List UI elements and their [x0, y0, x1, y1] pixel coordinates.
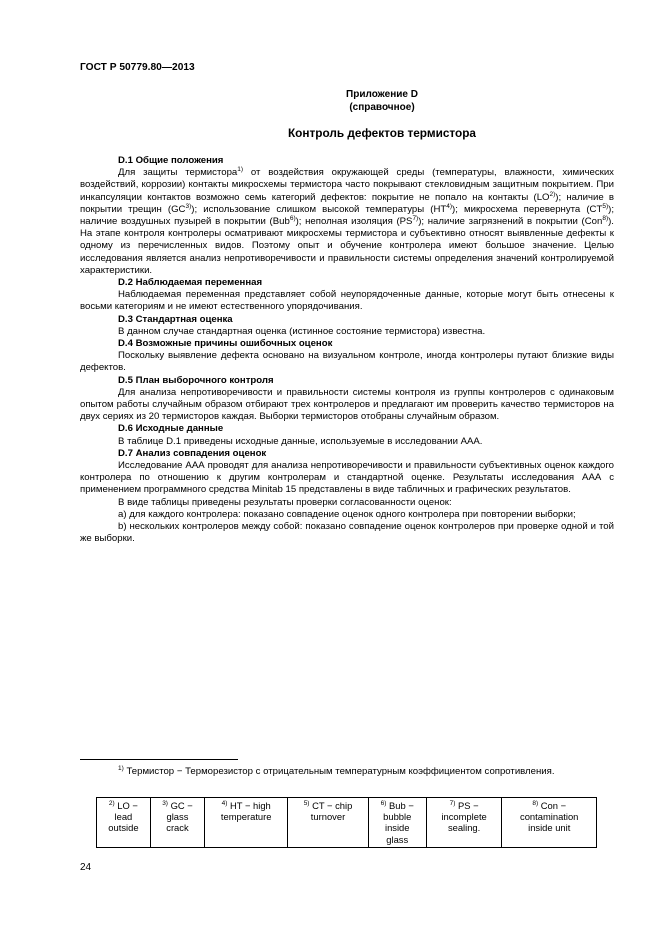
table-cell: $^{4)}$ HT − high temperature: [205, 798, 288, 848]
section-heading: D.7 Анализ совпадения оценок: [118, 447, 267, 459]
body-paragraph: Для защиты термистора$^{1)}$ от воздействия окружающей среды (температуры, влажности, химических воздействий, коррозии) контакты микросхемы термистора часто покрывают стекловидным защитным покрытием. При инкапсуляции контактов возможно семь категорий дефектов: покрытие не попало на контакты (LO$^{2)}$); наличие в покрытии трещин (GC$^{3)}$); использование слишком высокой температуры (HT$^{4)}$); микросхема перевернута (CT$^{5)}$); наличие воздушных пузырей в покрытии (Bub$^{6)}$); неполная изоляция (PS$^{7)}$); наличие загрязнений в покрытии (Con$^{8)}$). На этапе контроля контролеры осматривают микросхемы термистора и субъективно относят выявленные дефекты к одному из перечисленных видов. Поэтому опыт и обучение контролера имеют большое значение. Целью исследования является анализ непротиворечивости и правильности системы определения значений контролируемой характеристики.: [80, 166, 614, 276]
footnote-divider: [80, 759, 238, 760]
table-cell: $^{7)}$ PS − incomplete sealing.: [426, 798, 502, 848]
table-cell: $^{8)}$ Con − contamination inside unit: [502, 798, 597, 848]
body-paragraph: В данном случае стандартная оценка (истинное состояние термистора) известна.: [118, 325, 486, 337]
main-content: [80, 155, 614, 546]
annex-heading: [80, 89, 662, 114]
section-heading: D.6 Исходные данные: [118, 423, 224, 435]
section-heading: D.1 Общие положения: [118, 155, 224, 166]
body-paragraph: b) нескольких контролеров между собой: показано совпадение оценок контролеров при проверке одной и той же выборки.: [80, 521, 614, 545]
table-cell: $^{2)}$ LO − lead outside: [97, 798, 151, 848]
body-paragraph: Исследование ААА проводят для анализа непротиворечивости и правильности субъективных оценок каждого контролера по отношению к другим контролерам и стандартной оценке. Результаты исследования ААА с применением программного средства Minitab 15 представлены в виде табличных и графических результатов.: [80, 460, 614, 496]
table-cell: $^{3)}$ GC − glass crack: [150, 798, 204, 848]
defect-categories-table: [96, 797, 597, 848]
footnote-text: $^{1)}$ Термистор − Терморезистор с отрицательным температурным коэффициентом сопротивления.: [118, 764, 555, 777]
section-heading: D.4 Возможные причины ошибочных оценок: [118, 338, 333, 350]
section-heading: D.3 Стандартная оценка: [118, 313, 233, 325]
page-number: 24: [80, 862, 92, 873]
body-paragraph: Наблюдаемая переменная представляет собой неупорядоченные данные, которые могут быть отнесены к восьми категориям и не имеют естественного упорядочивания.: [80, 289, 614, 313]
document-title: Контроль дефектов термистора: [287, 126, 476, 140]
body-paragraph: а) для каждого контролера: показано совпадение оценок одного контролера при повторении выборки;: [118, 508, 576, 520]
standard-code-header: ГОСТ Р 50779.80—2013: [80, 62, 195, 73]
table-cell: $^{6)}$ Bub − bubble inside glass: [368, 798, 426, 848]
body-paragraph: В виде таблицы приведены результаты проверки согласованности оценок:: [118, 496, 452, 508]
body-paragraph: Для анализа непротиворечивости и правильности системы контроля из группы контролеров с одинаковым опытом работы случайным образом отбирают трех контролеров и предлагают им проверить качество термисторов на двух сериях из 20 термисторов каждая. Выборки термисторов отобраны случайным образом.: [80, 386, 614, 423]
table-row: [97, 798, 597, 848]
body-paragraph: В таблице D.1 приведены исходные данные, используемые в исследовании ААА.: [118, 435, 483, 447]
section-heading: D.5 План выборочного контроля: [118, 374, 274, 386]
footnote: [80, 766, 614, 778]
body-paragraph: Поскольку выявление дефекта основано на визуальном контроле, иногда контролеры путают близкие виды дефектов.: [80, 350, 614, 374]
section-heading: D.2 Наблюдаемая переменная: [118, 277, 263, 289]
annex-title: Приложение D: [346, 89, 418, 100]
table-cell: $^{5)}$ CT − chip turnover: [288, 798, 368, 848]
annex-subtitle: (справочное): [349, 101, 415, 113]
